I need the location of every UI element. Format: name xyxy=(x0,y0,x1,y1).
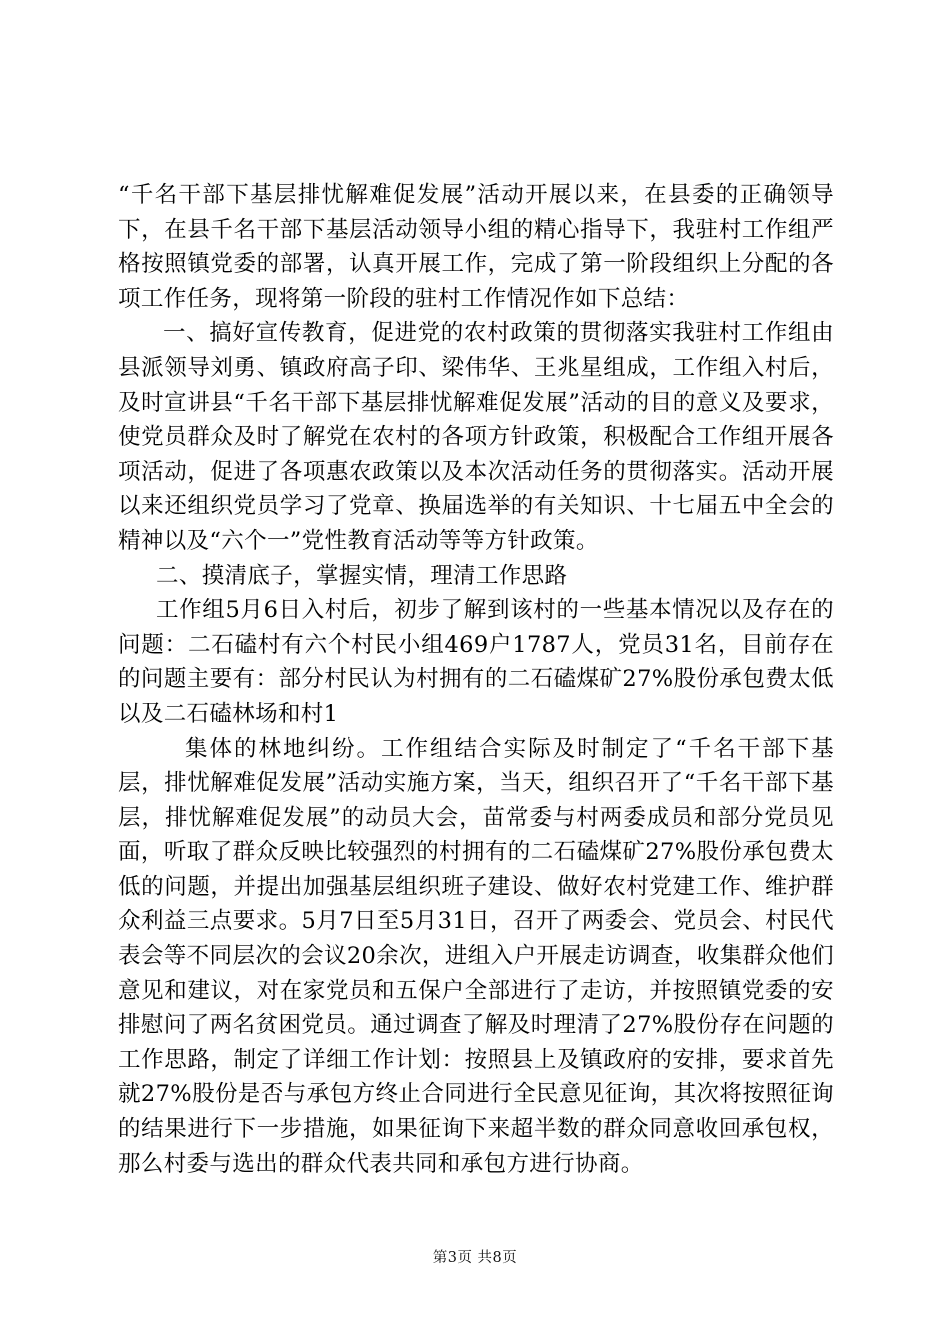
page-number-footer: 第3页 共8页 xyxy=(432,1250,518,1266)
paragraph-village-situation: 工作组5月6日入村后，初步了解到该村的一些基本情况以及存在的问题：二石磕村有六个村民小组469户1787人，党员31名，目前存在的问题主要有：部分村民认为村拥有的二石磕煤矿27%股份承包费太低以及二石磕林场和村1 xyxy=(118,597,834,727)
paragraph-section-two-heading: 二、摸清底子，掌握实情，理清工作思路 xyxy=(156,562,568,589)
paragraph-intro: “千名干部下基层排忧解难促发展”活动开展以来，在县委的正确领导下，在县千名干部下基层活动领导小组的精心指导下，我驻村工作组严格按照镇党委的部署，认真开展工作，完成了第一阶段组织上分配的各项工作任务，现将第一阶段的驻村工作情况作如下总结： xyxy=(118,182,834,312)
document-body xyxy=(118,178,834,1181)
paragraph-work-measures: 集体的林地纠纷。工作组结合实际及时制定了“千名干部下基层，排忧解难促发展”活动实施方案，当天，组织召开了“千名干部下基层，排忧解难促发展”的动员大会，苗常委与村两委成员和部分党员见面，听取了群众反映比较强烈的村拥有的二石磕煤矿27%股份承包费太低的问题，并提出加强基层组织班子建设、做好农村党建工作、维护群众利益三点要求。5月7日至5月31日，召开了两委会、党员会、村民代表会等不同层次的会议20余次，进组入户开展走访调查，收集群众他们意见和建议，对在家党员和五保户全部进行了走访，并按照镇党委的安排慰问了两名贫困党员。通过调查了解及时理清了27%股份存在问题的工作思路，制定了详细工作计划：按照县上及镇政府的安排，要求首先就27%股份是否与承包方终止合同进行全民意见征询，其次将按照征询的结果进行下一步措施，如果征询下来超半数的群众同意收回承包权，那么村委与选出的群众代表共同和承包方进行协商。 xyxy=(118,735,834,1177)
paragraph-section-one: 一、搞好宣传教育，促进党的农村政策的贯彻落实我驻村工作组由县派领导刘勇、镇政府高子印、梁伟华、王兆星组成，工作组入村后，及时宣讲县“千名干部下基层排忧解难促发展”活动的目的意义及要求，使党员群众及时了解党在农村的各项方针政策，积极配合工作组开展各项活动，促进了各项惠农政策以及本次活动任务的贯彻落实。活动开展以来还组织党员学习了党章、换届选举的有关知识、十七届五中全会的精神以及“六个一”党性教育活动等等方针政策。 xyxy=(118,320,834,554)
